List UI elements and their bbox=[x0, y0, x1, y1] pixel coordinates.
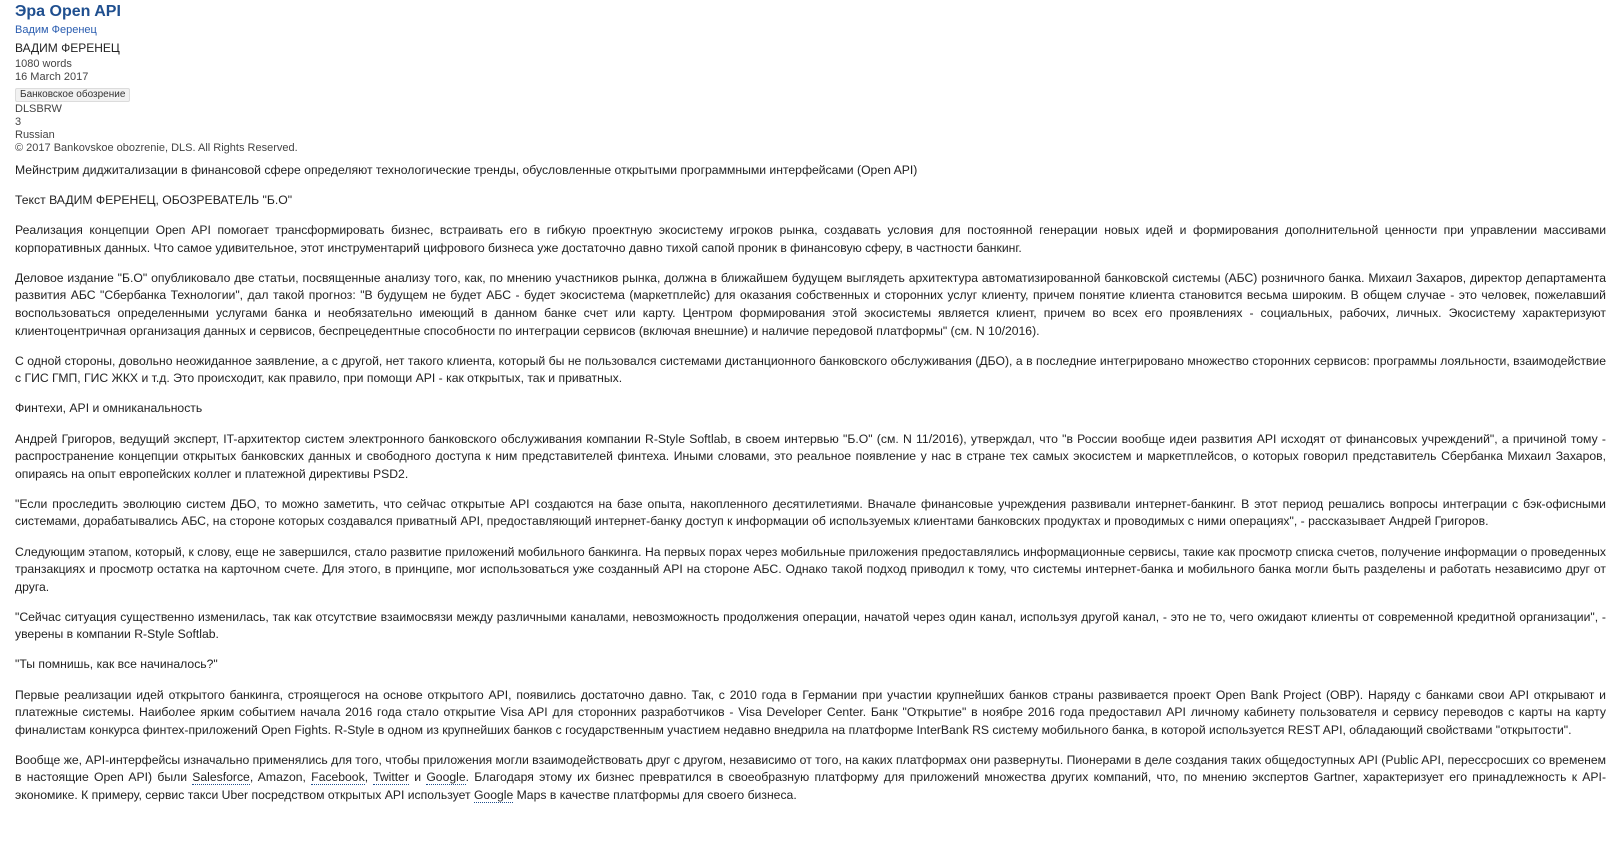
article-title: Эра Open API bbox=[15, 3, 121, 20]
body-paragraph: Первые реализации идей открытого банкинга, строящегося на основе открытого API, появились достаточно давно. Так, с 2010 года в Германии при участии крупнейших банков страны развивается проект Open Bank Project (OBP). Наряду с банками свои API открывают и платежные системы. Наиболее ярким событием начала 2016 года стало открытие Visa API для сторонних разработчиков - Visa Developer Center. Банк "Открытие" в ноябре 2016 года предоставил API личному кабинету пользователя и сервису переводов с карты на карту финалистам конкурса финтех-приложений Open Fights. R-Style в одном из крупнейших банков с государственным участием недавно внедрила на платформе InterBank RS систему мобильного банка, в которой используется REST API, обладающий свойствами "открытости". bbox=[15, 687, 1606, 737]
source-badge[interactable]: Банковское обозрение bbox=[15, 88, 130, 102]
google-link[interactable]: Google bbox=[473, 788, 514, 803]
text-run: , Amazon, bbox=[249, 770, 312, 785]
body-paragraph: "Сейчас ситуация существенно изменилась, так как отсутствие взаимосвязи между различными каналами, невозможность продолжения операции, начатой через один канал, используя другой канал, - это не то, чего ожидают клиенты от современной кредитной организации", - уверены в компании R-Style Softlab. bbox=[15, 609, 1606, 642]
text-run: . Благодаря этому их бизнес превратился в своеобразную платформу для приложений множества других компаний, что, по мнению экспертов Gartner, характеризует его принадлежность к API-экономике. К примеру, сервис такси Uber посредством открытых API использует bbox=[15, 770, 1607, 803]
body-paragraph: Реализация концепции Open API помогает трансформировать бизнес, встраивать его в гибкую проектную экосистему игроков рынка, создавать условия для постоянной генерации новых идей и формирования дополнительной ценности при управлении массивами корпоративных данных. Что самое удивительное, этот инструментарий цифрового бизнеса уже достаточно давно тихой сапой проник в финансовую сферу, в частности банкинг. bbox=[15, 223, 1606, 255]
body-paragraph: Андрей Григоров, ведущий эксперт, IT-архитектор систем электронного банковского обслуживания компании R-Style Softlab, в своем интервью "Б.О" (см. N 11/2016), утверждал, что "в России вообще идеи развития API исходят от финансовых учреждений", а причиной тому - распространение концепции открытых банковских данных и свободного доступа к ним представителей финтеха. Иными словами, это реальное появление у нас в стране тех самых экосистем и маркетплейсов, о которых говорил представитель Сбербанка Михаил Захаров, опираясь на опыт европейских коллег и платежной директивы PSD2. bbox=[15, 431, 1606, 481]
facebook-link[interactable]: Facebook bbox=[311, 770, 365, 785]
word-count: 1080 words bbox=[15, 58, 72, 70]
language: Russian bbox=[15, 129, 55, 141]
author-link[interactable]: Вадим Ференец bbox=[15, 24, 97, 36]
twitter-link[interactable]: Twitter bbox=[373, 770, 409, 785]
text-run: и bbox=[409, 770, 427, 785]
copyright: © 2017 Bankovskoe obozrenie, DLS. All Rights Reserved. bbox=[15, 142, 298, 154]
article-body bbox=[15, 162, 1606, 805]
author-byline: ВАДИМ ФЕРЕНЕЦ bbox=[15, 41, 120, 55]
salesforce-link[interactable]: Salesforce bbox=[192, 770, 250, 785]
publish-date: 16 March 2017 bbox=[15, 71, 89, 83]
body-paragraph: Следующим этапом, который, к слову, еще не завершился, стало развитие приложений мобильного банкинга. На первых порах через мобильные приложения предоставлялись информационные сервисы, такие как просмотр списка счетов, получение информации о проведенных транзакциях и просмотр остатка на карточном счете. Для этого, в принципе, мог использоваться уже созданный API на стороне АБС. Однако такой подход приводил к тому, что системы интернет-банка и мобильного банка могли быть разделены и работать независимо друг от друга. bbox=[15, 544, 1606, 594]
text-run: Вообще же, API-интерфейсы изначально применялись для того, чтобы приложения могли взаимодействовать друг с другом, независимо от того, на каких платформах они развернуты. Пионерами в деле создания таких общедоступных API (Public API, перессросших со временем в настоящие Open API) были bbox=[15, 752, 1606, 785]
body-paragraph-last bbox=[15, 752, 1606, 805]
body-paragraph: С одной стороны, довольно неожиданное заявление, а с другой, нет такого клиента, который бы не пользовался системами дистанционного банковского обслуживания (ДБО), а в последние интегрировано множество сторонних сервисов: программы лояльности, взаимодействие с ГИС ГМП, ГИС ЖКХ и т.д. Это происходит, как правило, при помощи API - как открытых, так и приватных. bbox=[15, 353, 1606, 386]
issue-number: 3 bbox=[15, 116, 22, 128]
byline-paragraph: Текст ВАДИМ ФЕРЕНЕЦ, ОБОЗРЕВАТЕЛЬ "Б.О" bbox=[15, 193, 293, 208]
lead-paragraph: Мейнстрим диджитализации в финансовой сфере определяют технологические тренды, обусловленные открытыми программными интерфейсами (Open API) bbox=[15, 163, 918, 177]
text-run: , bbox=[364, 770, 374, 785]
google-link[interactable]: Google bbox=[426, 770, 466, 785]
source-code: DLSBRW bbox=[15, 103, 62, 115]
body-paragraph: "Если проследить эволюцию систем ДБО, то можно заметить, что сейчас открытые API создаются на базе опыта, накопленного десятилетиями. Вначале финансовые учреждения развивали интернет-банкинг. В этот период решались вопросы интеграции с бэк-офисными системами, дорабатывались АБС, на стороне которых создавался приватный API, предоставляющий интернет-банку доступ к информации об используемых клиентами банковских продуктах и проводимых с ними операциях", - рассказывает Андрей Григоров. bbox=[15, 496, 1606, 529]
section-heading: "Ты помнишь, как все начиналось?" bbox=[15, 657, 218, 672]
section-heading: Финтехи, API и омниканальность bbox=[15, 401, 203, 416]
text-run: Maps в качестве платформы для своего бизнеса. bbox=[513, 788, 797, 803]
body-paragraph: Деловое издание "Б.О" опубликовало две статьи, посвященные анализу того, как, по мнению участников рынка, должна в ближайшем будущем выглядеть архитектура автоматизированной банковской системы (АБС) розничного банка. Михаил Захаров, директор департамента развития АБС "Сбербанка Технологии", дал такой прогноз: "В будущем не будет АБС - будет экосистема (маркетплейс) для оказания собственных и сторонних услуг клиенту, причем понятие клиента становится весьма широким. В общем случае - это человек, пожелавший воспользоваться определенными услугами банка и необязательно имеющий в данном банке счет или карту. Центром формирования этой экосистемы является клиент, причем во всех его проявлениях - социальных, рабочих, личных. Экосистему характеризуют клиентоцентричная организация данных и сервисов, беспрецедентные способности по интеграции сервисов (включая внешние) и наличие передовой платформы" (см. N 10/2016). bbox=[15, 270, 1606, 338]
